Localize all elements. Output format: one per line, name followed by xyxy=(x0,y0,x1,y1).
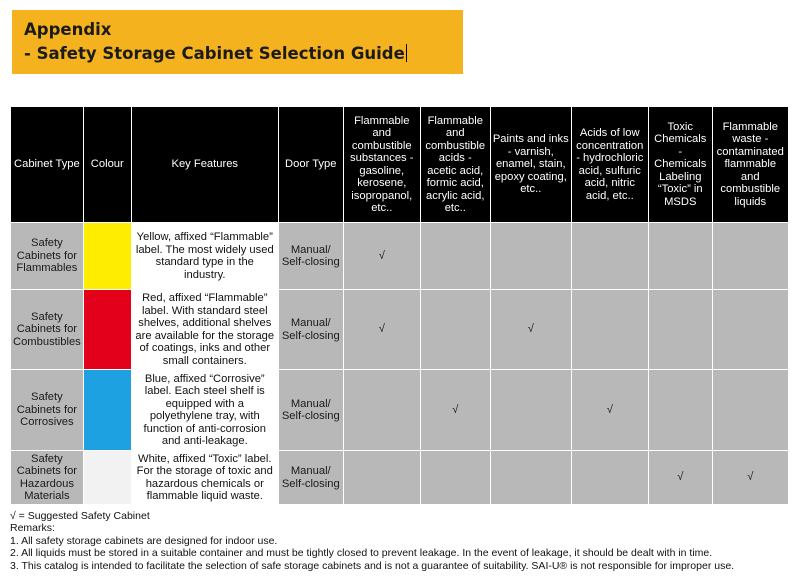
table-row xyxy=(11,223,789,290)
page-title: Appendix xyxy=(24,20,112,39)
key-features-cell: Yellow, affixed “Flammable” label. The most widely used standard type in the industry. xyxy=(131,223,278,290)
table-header-row xyxy=(11,107,789,223)
col-header-key-features: Key Features xyxy=(131,107,278,223)
door-type-cell: Manual/ Self-closing xyxy=(278,370,343,451)
colour-swatch xyxy=(83,290,131,370)
col-header-toxic-chemicals: Toxic Chemicals - Chemicals Labeling “Toxic” in MSDS xyxy=(648,107,712,223)
check-cell: √ xyxy=(420,370,490,451)
cabinet-type-cell: Safety Cabinets for Flammables xyxy=(11,223,84,290)
door-type-cell: Manual/ Self-closing xyxy=(278,290,343,370)
remark-item: 1. All safety storage cabinets are designed for indoor use. xyxy=(10,534,278,547)
check-cell xyxy=(712,223,788,290)
check-cell xyxy=(420,223,490,290)
selection-guide-table xyxy=(10,106,789,505)
check-cell xyxy=(712,290,788,370)
check-cell: √ xyxy=(712,451,788,505)
check-cell: √ xyxy=(571,370,648,451)
col-header-paints-inks: Paints and inks - varnish, enamel, stain, epoxy coating, etc.. xyxy=(490,107,571,223)
check-cell xyxy=(490,223,571,290)
cabinet-type-cell: Safety Cabinets for Corrosives xyxy=(11,370,84,451)
table-row xyxy=(11,451,789,505)
check-cell xyxy=(571,290,648,370)
remark-item: 2. All liquids must be stored in a suitable container and must be tightly closed to prevent leakage. In the event of leakage, it should be dealt with in time. xyxy=(10,547,713,560)
check-cell xyxy=(343,370,420,451)
check-cell: √ xyxy=(490,290,571,370)
col-header-cabinet-type: Cabinet Type xyxy=(11,107,84,223)
col-header-low-concentration-acids: Acids of low concentration - hydrochloric acid, sulfuric acid, nitric acid, etc.. xyxy=(571,107,648,223)
colour-swatch xyxy=(83,370,131,451)
check-cell xyxy=(343,451,420,505)
col-header-flammable-waste: Flammable waste - contaminated flammable and combustible liquids xyxy=(712,107,788,223)
cabinet-type-cell: Safety Cabinets for Hazardous Materials xyxy=(11,451,84,505)
check-cell xyxy=(420,290,490,370)
check-cell: √ xyxy=(343,290,420,370)
page-subtitle xyxy=(24,42,463,66)
check-cell xyxy=(648,370,712,451)
title-banner xyxy=(12,10,463,74)
door-type-cell: Manual/ Self-closing xyxy=(278,223,343,290)
check-cell: √ xyxy=(648,451,712,505)
key-features-cell: Red, affixed “Flammable” label. With standard steel shelves, additional shelves are available for the storage of coatings, inks and other small containers. xyxy=(131,290,278,370)
check-cell xyxy=(648,290,712,370)
door-type-cell: Manual/ Self-closing xyxy=(278,451,343,505)
check-cell xyxy=(490,370,571,451)
remarks-heading: Remarks: xyxy=(10,522,55,535)
check-cell xyxy=(712,370,788,451)
check-cell: √ xyxy=(343,223,420,290)
remark-item: 3. This catalog is intended to facilitate the selection of safe storage cabinets and is not a guarantee of suitability. SAI-U® is not responsible for improper use. xyxy=(10,559,735,572)
table-row xyxy=(11,370,789,451)
check-cell xyxy=(571,223,648,290)
text-cursor xyxy=(406,44,407,62)
subtitle-text: - Safety Storage Cabinet Selection Guide xyxy=(24,44,405,63)
col-header-colour: Colour xyxy=(83,107,131,223)
check-cell xyxy=(490,451,571,505)
col-header-flammable-acids: Flammable and combustible acids - acetic acid, formic acid, acrylic acid, etc.. xyxy=(420,107,490,223)
check-cell xyxy=(648,223,712,290)
cabinet-type-cell: Safety Cabinets for Combustibles xyxy=(11,290,84,370)
check-cell xyxy=(420,451,490,505)
check-legend: √ = Suggested Safety Cabinet xyxy=(10,510,150,522)
remarks-section xyxy=(10,510,795,572)
table-row xyxy=(11,290,789,370)
col-header-door-type: Door Type xyxy=(278,107,343,223)
key-features-cell: Blue, affixed “Corrosive” label. Each steel shelf is equipped with a polyethylene tray, with function of anti-corrosion and anti-leakage. xyxy=(131,370,278,451)
col-header-flammable-substances: Flammable and combustible substances - gasoline, kerosene, isopropanol, etc.. xyxy=(343,107,420,223)
colour-swatch xyxy=(83,223,131,290)
check-cell xyxy=(571,451,648,505)
colour-swatch xyxy=(83,451,131,505)
key-features-cell: White, affixed “Toxic” label. For the storage of toxic and hazardous chemicals or flammable liquid waste. xyxy=(131,451,278,505)
